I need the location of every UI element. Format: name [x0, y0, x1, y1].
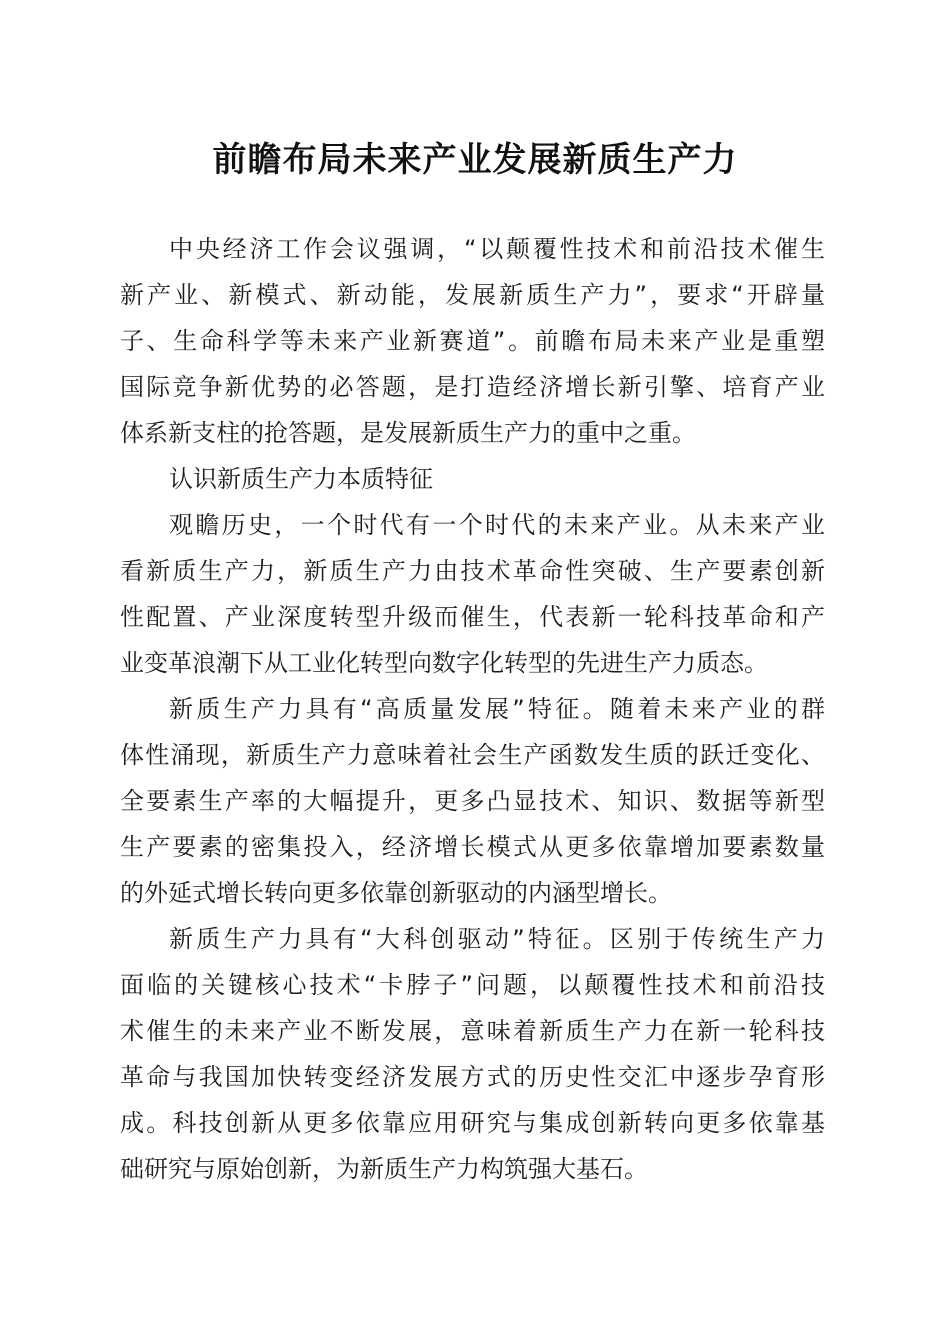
- document-title: 前瞻布局未来产业发展新质生产力: [212, 140, 738, 180]
- paragraph-line: 术催生的未来产业不断发展，意味着新质生产力在新一轮科技: [120, 1017, 825, 1045]
- paragraph-line: 体系新支柱的抢答题，是发展新质生产力的重中之重。: [120, 419, 696, 447]
- paragraph-line: 新产业、新模式、新动能，发展新质生产力”，要求“开辟量: [120, 281, 825, 309]
- paragraph-history: [120, 502, 825, 686]
- paragraph-line: 成。科技创新从更多依靠应用研究与集成创新转向更多依靠基: [120, 1109, 825, 1137]
- document-body: [120, 226, 825, 1192]
- paragraph-intro: [120, 226, 825, 456]
- paragraph-line: 的外延式增长转向更多依靠创新驱动的内涵型增长。: [120, 879, 672, 907]
- paragraph-innovation: [120, 916, 825, 1192]
- paragraph-line: 国际竞争新优势的必答题，是打造经济增长新引擎、培育产业: [120, 373, 825, 401]
- paragraph-line: 新质生产力具有“大科创驱动”特征。区别于传统生产力: [169, 925, 825, 953]
- paragraph-line: 中央经济工作会议强调，“以颠覆性技术和前沿技术催生: [169, 235, 825, 263]
- section-heading: 认识新质生产力本质特征: [169, 465, 433, 493]
- paragraph-line: 观瞻历史，一个时代有一个时代的未来产业。从未来产业: [169, 511, 825, 539]
- paragraph-line: 革命与我国加快转变经济发展方式的历史性交汇中逐步孕育形: [120, 1063, 825, 1091]
- paragraph-high-quality: [120, 686, 825, 916]
- paragraph-line: 全要素生产率的大幅提升，更多凸显技术、知识、数据等新型: [120, 787, 825, 815]
- paragraph-line: 面临的关键核心技术“卡脖子”问题，以颠覆性技术和前沿技: [120, 971, 825, 999]
- paragraph-line: 体性涌现，新质生产力意味着社会生产函数发生质的跃迁变化、: [120, 741, 825, 769]
- paragraph-line: 看新质生产力，新质生产力由技术革命性突破、生产要素创新: [120, 557, 825, 585]
- paragraph-line: 生产要素的密集投入，经济增长模式从更多依靠增加要素数量: [120, 833, 825, 861]
- paragraph-line: 性配置、产业深度转型升级而催生，代表新一轮科技革命和产: [120, 603, 825, 631]
- paragraph-line: 业变革浪潮下从工业化转型向数字化转型的先进生产力质态。: [120, 649, 768, 677]
- paragraph-line: 新质生产力具有“高质量发展”特征。随着未来产业的群: [169, 695, 825, 723]
- paragraph-line: 础研究与原始创新，为新质生产力构筑强大基石。: [120, 1155, 648, 1183]
- paragraph-line: 子、生命科学等未来产业新赛道”。前瞻布局未来产业是重塑: [120, 327, 825, 355]
